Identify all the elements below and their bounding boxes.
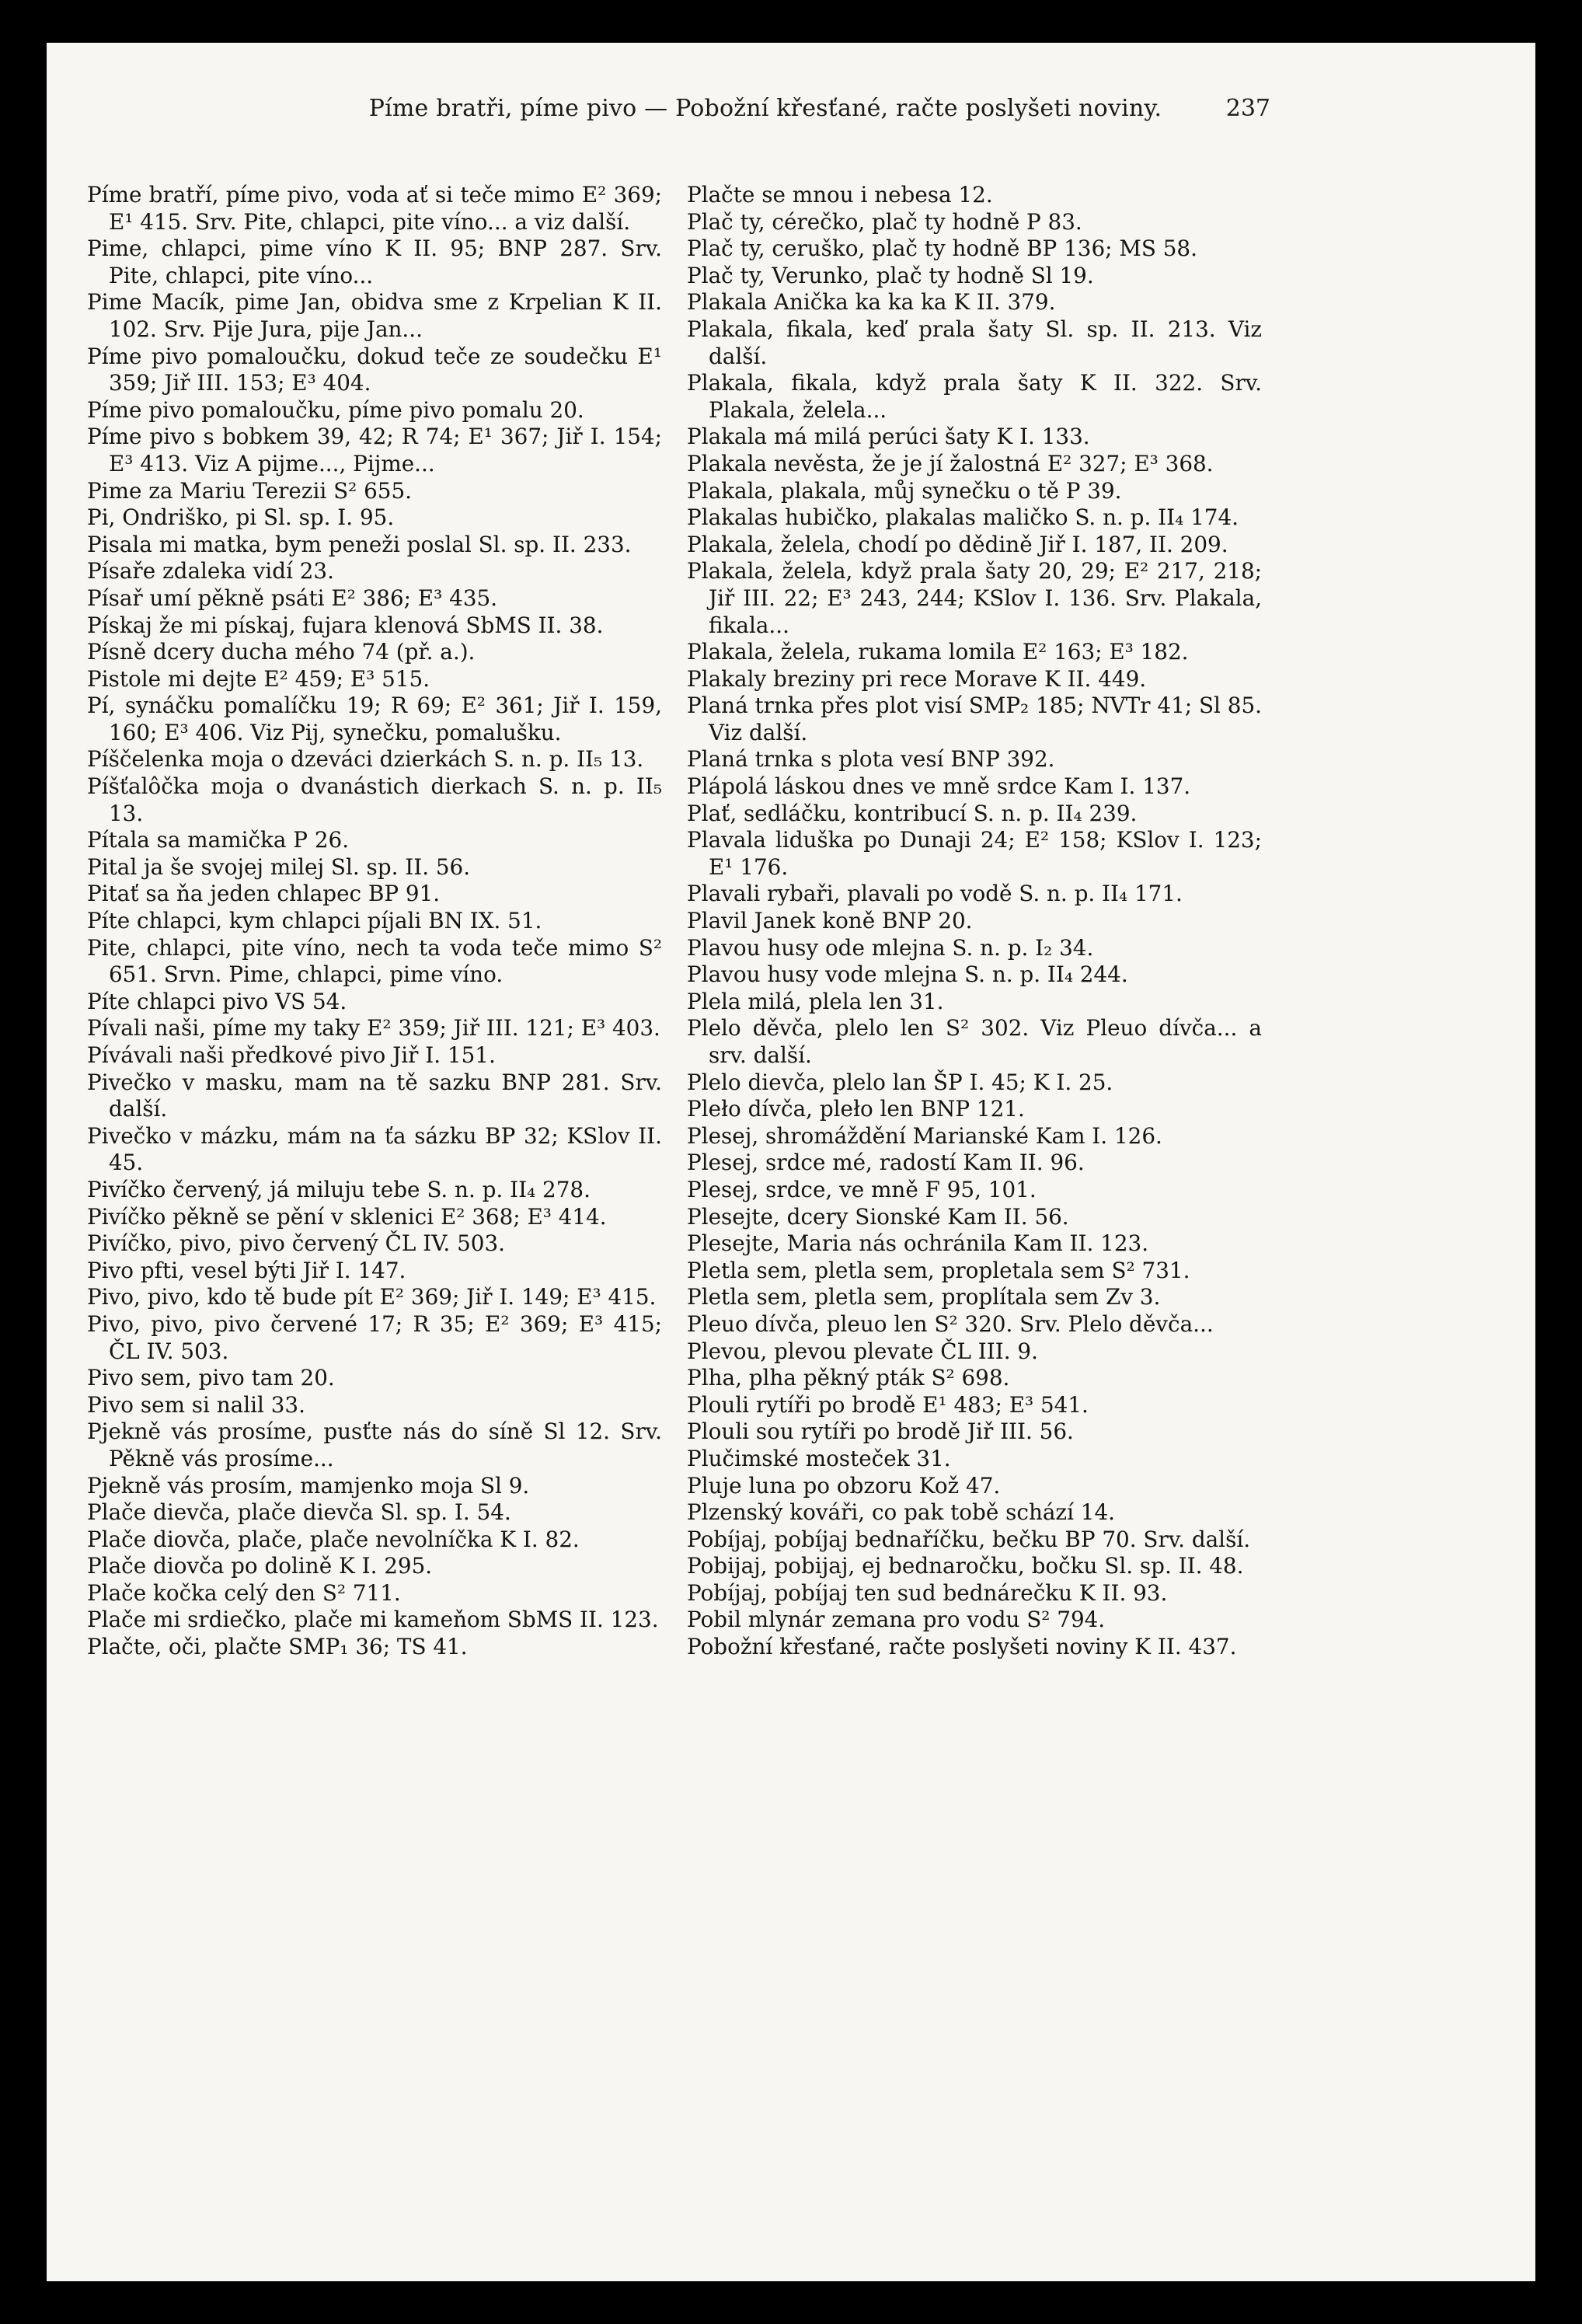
index-entry: Plakala, fikala, když prala šaty K II. 322. Srv. Plakala, želela... (687, 370, 1262, 423)
index-entry: Pi, Ondriško, pi Sl. sp. I. 95. (87, 504, 395, 531)
index-entry: Pime za Mariu Terezii S² 655. (87, 477, 412, 504)
index-entry: Pletla sem, pletla sem, proplítala sem Zv 3. (687, 1284, 1161, 1310)
index-entry: Pobožní křesťané, račte poslyšeti noviny K II. 437. (687, 1634, 1237, 1660)
index-entry: Plače kočka celý den S² 711. (87, 1579, 401, 1606)
index-entry: Plače diovča, plače, plače nevolníčka K I. 82. (87, 1526, 580, 1552)
index-entry: Plač ty, Verunko, plač ty hodně Sl 19. (687, 262, 1094, 288)
index-entry: Plouli sou rytíři po brodě Jiř III. 56. (687, 1418, 1074, 1445)
index-entry: Plakala, želela, rukama lomila E² 163; E³ 182. (687, 639, 1189, 665)
index-entry: Pluje luna po obzoru Kož 47. (687, 1472, 1001, 1499)
index-entry: Plesej, srdce, ve mně F 95, 101. (687, 1176, 1037, 1202)
index-entry: Plavou husy vode mlejna S. n. p. II₄ 244. (687, 961, 1128, 988)
index-entry: Píme pivo s bobkem 39, 42; R 74; E¹ 367; Jiř I. 154; E³ 413. Viz A pijme..., Pijme... (87, 424, 662, 476)
index-entry: Pivíčko, pivo, pivo červený ČL IV. 503. (87, 1230, 505, 1257)
index-entry: Plakala nevěsta, že je jí žalostná E² 327; E³ 368. (687, 450, 1214, 476)
index-entry: Plakalas hubičko, plakalas maličko S. n. p. II₄ 174. (687, 504, 1239, 531)
index-entry: Pleuo dívča, pleuo len S² 320. Srv. Plelo děvča... (687, 1310, 1214, 1337)
index-entry: Píšťalôčka moja o dvanástich dierkach S. n. p. II₅ 13. (87, 773, 662, 826)
index-entry: Píme bratří, píme pivo, voda ať si teče mimo E² 369; E¹ 415. Srv. Pite, chlapci, pite víno... a viz další. (87, 182, 662, 235)
index-entry: Plesejte, dcery Sionské Kam II. 56. (687, 1203, 1069, 1230)
index-entry: Plha, plha pěkný pták S² 698. (687, 1365, 1010, 1391)
index-entry: Píme pivo pomaloučku, dokud teče ze soudečku E¹ 359; Jiř III. 153; E³ 404. (87, 343, 662, 396)
index-entry: Písař umí pěkně psáti E² 386; E³ 435. (87, 584, 498, 611)
index-entry: Pivečko v masku, mam na tě sazku BNP 281. Srv. další. (87, 1069, 662, 1122)
index-entry: Plelo dievča, plelo lan ŠP I. 45; K I. 25. (687, 1069, 1113, 1095)
index-entry: Plouli rytíři po brodě E¹ 483; E³ 541. (687, 1391, 1089, 1418)
index-entry: Plápolá láskou dnes ve mně srdce Kam I. 137. (687, 773, 1191, 800)
index-entry: Pivo, pivo, pivo červené 17; R 35; E² 369; E³ 415; ČL IV. 503. (87, 1310, 662, 1364)
index-entry: Pleło dívča, pleło len BNP 121. (687, 1096, 1025, 1122)
index-entry: Pime Macík, pime Jan, obidva sme z Krpelian K II. 102. Srv. Pije Jura, pije Jan... (87, 289, 662, 342)
index-entry: Pletla sem, pletla sem, propletala sem S² 731. (687, 1257, 1190, 1283)
index-entry: Pjekně vás prosím, mamjenko moja Sl 9. (87, 1472, 530, 1499)
index-entry: Pivo, pivo, kdo tě bude pít E² 369; Jiř I. 149; E³ 415. (87, 1284, 657, 1310)
index-entry: Píme pivo pomaloučku, píme pivo pomalu 20. (87, 396, 584, 423)
index-entry: Pí, synáčku pomalíčku 19; R 69; E² 361; Jiř I. 159, 160; E³ 406. Viz Pij, synečku, pomalušku. (87, 693, 662, 745)
index-entry: Plakala Anička ka ka ka K II. 379. (687, 289, 1056, 316)
index-entry: Pivíčko pěkně se pění v sklenici E² 368; E³ 414. (87, 1203, 607, 1230)
index-entry: Plač ty, ceruško, plač ty hodně BP 136; MS 58. (687, 236, 1197, 262)
index-column-left (87, 182, 662, 1661)
index-entry: Pite, chlapci, pite víno, nech ta voda teče mimo S² 651. Srvn. Pime, chlapci, pime víno. (87, 934, 662, 988)
index-entry: Plačte se mnou i nebesa 12. (687, 182, 993, 208)
index-column-right (687, 182, 1262, 1661)
index-entry: Plakala, plakala, můj synečku o tě P 39. (687, 477, 1122, 504)
index-entry: Pobíjaj, pobíjaj bednaříčku, bečku BP 70. Srv. další. (687, 1526, 1251, 1552)
index-entry: Pobijaj, pobijaj, ej bednaročku, bočku Sl. sp. II. 48. (687, 1553, 1244, 1579)
index-entry: Plakaly breziny pri rece Morave K II. 449. (687, 665, 1147, 692)
index-entry: Plače diovča po dolině K I. 295. (87, 1553, 433, 1579)
index-entry: Píte chlapci, kym chlapci píjali BN IX. 51. (87, 908, 542, 934)
index-entry: Plučimské mosteček 31. (687, 1445, 951, 1471)
index-entry: Pitať sa ňa jeden chlapec BP 91. (87, 881, 441, 907)
index-entry: Plevou, plevou plevate ČL III. 9. (687, 1338, 1038, 1364)
index-entry: Plesej, srdce mé, radostí Kam II. 96. (687, 1150, 1085, 1176)
index-entry: Plavali rybaři, plavali po vodě S. n. p. II₄ 171. (687, 881, 1183, 907)
index-entry: Pisala mi matka, bym peneži poslal Sl. sp. II. 233. (87, 531, 632, 557)
index-entry: Planá trnka s plota vesí BNP 392. (687, 746, 1055, 773)
index-entry: Píščelenka moja o dzeváci dzierkách S. n. p. II₅ 13. (87, 746, 644, 773)
index-entry: Pískaj že mi pískaj, fujara klenová SbMS II. 38. (87, 612, 604, 638)
index-entry: Písaře zdaleka vidí 23. (87, 558, 334, 584)
index-entry: Pivo sem, pivo tam 20. (87, 1365, 335, 1391)
index-entry: Plavil Janek koně BNP 20. (687, 908, 973, 934)
index-entry: Plela milá, plela len 31. (687, 988, 944, 1014)
index-entry: Pistole mi dejte E² 459; E³ 515. (87, 665, 430, 692)
index-entry: Pivo pfti, vesel býti Jiř I. 147. (87, 1257, 406, 1283)
index-entry: Plavala liduška po Dunaji 24; E² 158; KSlov I. 123; E¹ 176. (687, 827, 1262, 880)
index-entry: Plače dievča, plače dievča Sl. sp. I. 54. (87, 1499, 511, 1526)
index-entry: Plelo děvča, plelo len S² 302. Viz Pleuo dívča... a srv. další. (687, 1015, 1262, 1068)
index-entry: Pital ja še svojej milej Sl. sp. II. 56. (87, 853, 471, 880)
index-entry: Pobíjaj, pobíjaj ten sud bednárečku K II. 93. (687, 1579, 1168, 1606)
index-entry: Plač ty, cérečko, plač ty hodně P 83. (687, 208, 1082, 235)
index-entry: Píte chlapci pivo VS 54. (87, 988, 347, 1014)
index-entry: Plzenský kováři, co pak tobě schází 14. (687, 1499, 1115, 1526)
index-entry: Pivíčko červený, já miluju tebe S. n. p. II₄ 278. (87, 1176, 591, 1202)
running-head: Píme bratři, píme pivo — Pobožní křesťané, račte poslyšeti noviny. (368, 95, 1162, 122)
index-entry: Písně dcery ducha mého 74 (př. a.). (87, 639, 476, 665)
index-entry: Plakala, želela, chodí po dědině Jiř I. 187, II. 209. (687, 531, 1228, 557)
index-entry: Pobil mlynár zemana pro vodu S² 794. (687, 1607, 1106, 1633)
index-entry: Planá trnka přes plot visí SMP₂ 185; NVTr 41; Sl 85. Viz další. (687, 693, 1262, 745)
index-entry: Plakala, želela, když prala šaty 20, 29; E² 217, 218; Jiř III. 22; E³ 243, 244; KSlov I. 136. Srv. Plakala, fikala... (687, 558, 1262, 638)
index-entry: Pivečko v mázku, mám na ťa sázku BP 32; KSlov II. 45. (87, 1122, 662, 1176)
index-entry: Plače mi srdiečko, plače mi kameňom SbMS II. 123. (87, 1607, 659, 1633)
index-entry: Plakala má milá perúci šaty K I. 133. (687, 424, 1090, 450)
index-entry: Plesejte, Maria nás ochránila Kam II. 123. (687, 1230, 1149, 1257)
index-entry: Pítala sa mamička P 26. (87, 827, 350, 853)
page-number: 237 (1225, 95, 1270, 122)
index-entry: Pime, chlapci, pime víno K II. 95; BNP 287. Srv. Pite, chlapci, pite víno... (87, 236, 662, 288)
index-entry: Plakala, fikala, keď prala šaty Sl. sp. II. 213. Viz další. (687, 316, 1262, 369)
index-entry: Pívávali naši předkové pivo Jiř I. 151. (87, 1042, 496, 1068)
index-entry: Plať, sedláčku, kontribucí S. n. p. II₄ 239. (687, 800, 1138, 826)
index-entry: Plačte, oči, plačte SMP₁ 36; TS 41. (87, 1634, 468, 1660)
index-entry: Pivo sem si nalil 33. (87, 1391, 305, 1418)
index-entry: Plavou husy ode mlejna S. n. p. I₂ 34. (687, 934, 1094, 961)
index-entry: Plesej, shromáždění Marianské Kam I. 126. (687, 1122, 1162, 1149)
index-entry: Pívali naši, píme my taky E² 359; Jiř III. 121; E³ 403. (87, 1015, 660, 1042)
index-entry: Pjekně vás prosíme, pusťte nás do síně Sl 12. Srv. Pěkně vás prosíme... (87, 1418, 662, 1471)
